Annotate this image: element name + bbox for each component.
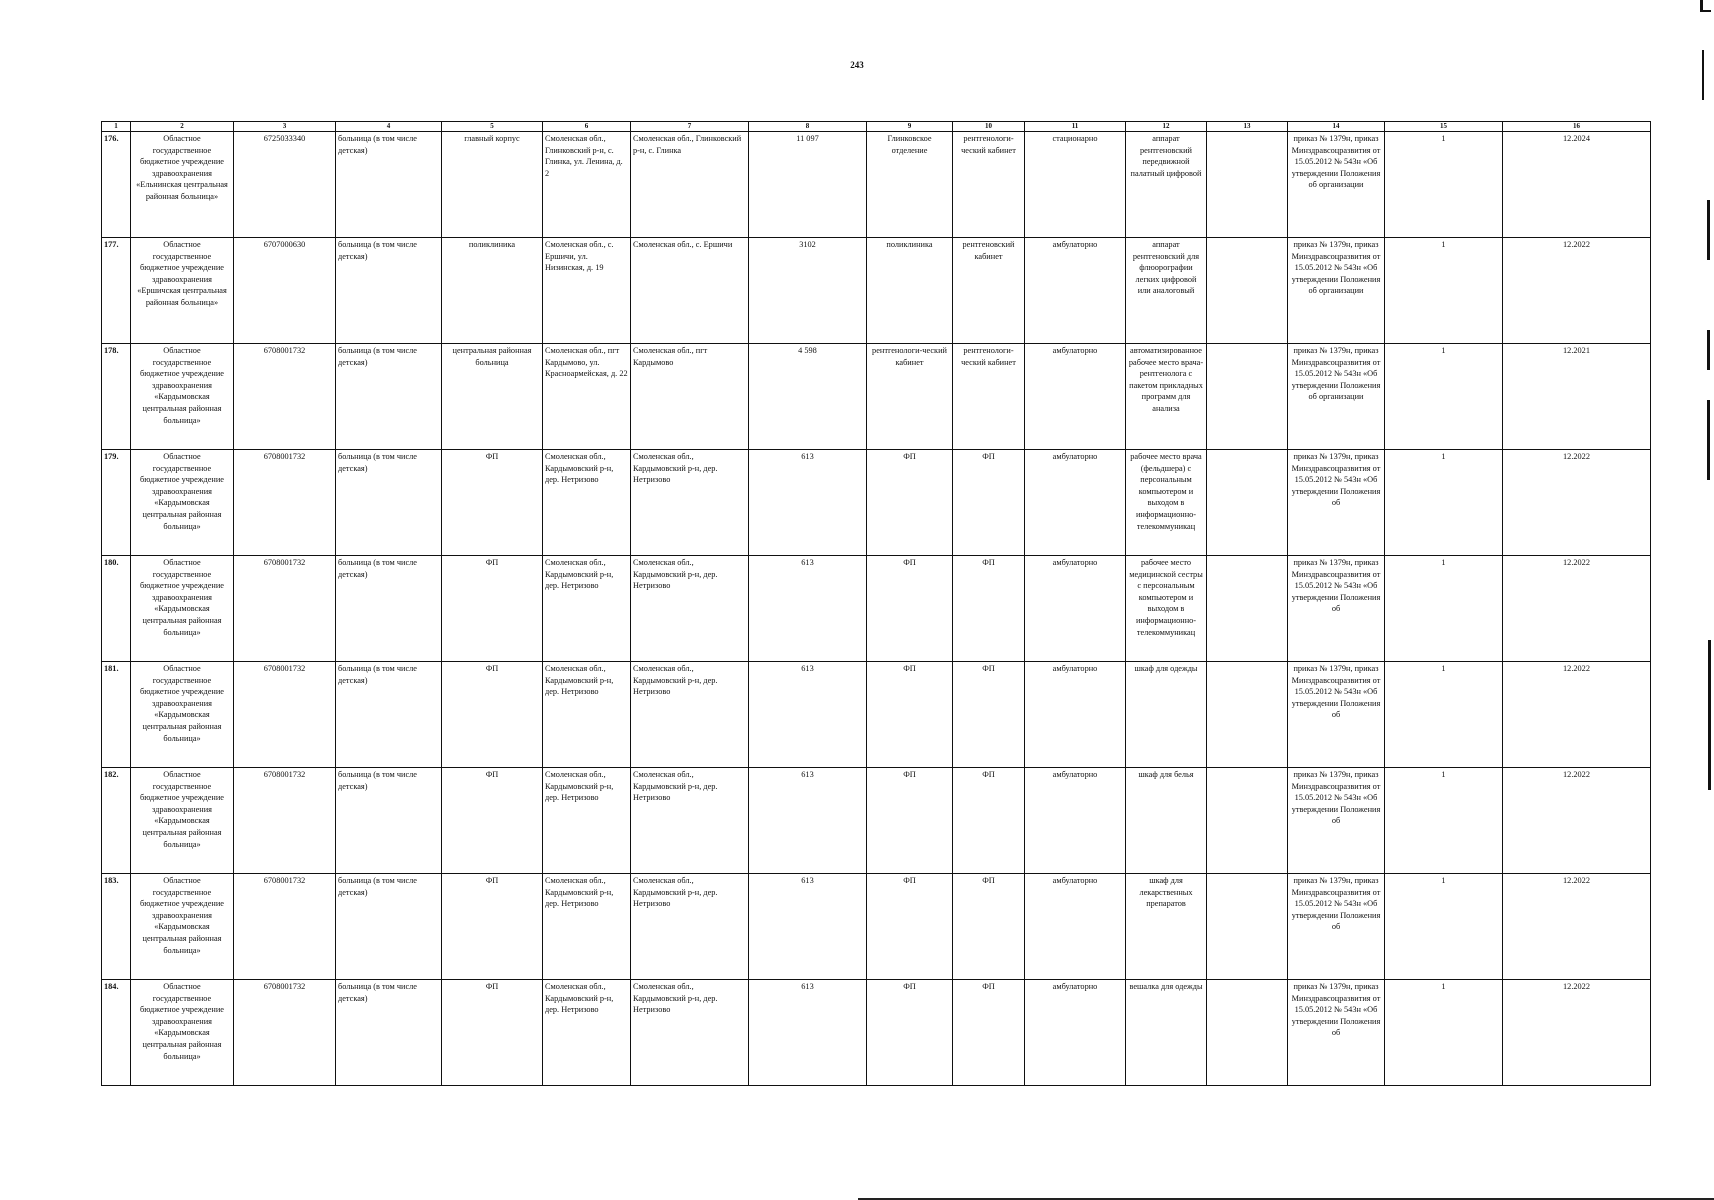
table-row [102, 132, 1651, 238]
facility-type-cell: больница (в том числе детская) [336, 980, 442, 1086]
column-header: 8 [749, 122, 867, 132]
scan-edge-mark [1707, 400, 1710, 480]
room-cell: ФП [953, 874, 1025, 980]
date-cell: 12.2022 [1503, 768, 1651, 874]
population-cell: 613 [749, 980, 867, 1086]
inn-cell: 6708001732 [234, 980, 336, 1086]
settlement-cell: Смоленская обл., пгт Кардымово [631, 344, 749, 450]
row-number: 177. [102, 238, 131, 344]
equipment-cell: рабочее место врача (фельдшера) с персональным компьютером и выходом в информационно-телекоммуникац [1126, 450, 1207, 556]
empty-cell [1207, 768, 1288, 874]
empty-cell [1207, 238, 1288, 344]
column-header: 13 [1207, 122, 1288, 132]
legal-basis-cell: приказ № 1379н, приказ Минздравсоцразвития от 15.05.2012 № 543н «Об утверждении Положения об организации [1288, 238, 1385, 344]
empty-cell [1207, 344, 1288, 450]
quantity-cell: 1 [1385, 238, 1503, 344]
quantity-cell: 1 [1385, 450, 1503, 556]
settlement-cell: Смоленская обл., Кардымовский р-н, дер. Нетризово [631, 556, 749, 662]
settlement-cell: Смоленская обл., Глинковский р-н, с. Глинка [631, 132, 749, 238]
organization-cell: Областное государственное бюджетное учреждение здравоохранения «Кардымовская центральная районная больница» [131, 450, 234, 556]
legal-basis-cell: приказ № 1379н, приказ Минздравсоцразвития от 15.05.2012 № 543н «Об утверждении Положения об [1288, 450, 1385, 556]
care-mode-cell: амбулаторно [1025, 556, 1126, 662]
empty-cell [1207, 980, 1288, 1086]
population-cell: 613 [749, 768, 867, 874]
column-header: 11 [1025, 122, 1126, 132]
table-body [102, 132, 1651, 1086]
organization-cell: Областное государственное бюджетное учреждение здравоохранения «Ельнинская центральная районная больница» [131, 132, 234, 238]
address-cell: Смоленская обл., Кардымовский р-н, дер. Нетризово [543, 980, 631, 1086]
table-row [102, 662, 1651, 768]
organization-cell: Областное государственное бюджетное учреждение здравоохранения «Кардымовская центральная районная больница» [131, 874, 234, 980]
table-row [102, 874, 1651, 980]
row-number: 179. [102, 450, 131, 556]
equipment-cell: шкаф для белья [1126, 768, 1207, 874]
quantity-cell: 1 [1385, 132, 1503, 238]
equipment-cell: шкаф для лекарственных препаратов [1126, 874, 1207, 980]
equipment-cell: автоматизированное рабочее место врача-рентгенолога с пакетом прикладных программ для анализа [1126, 344, 1207, 450]
column-header: 16 [1503, 122, 1651, 132]
facility-type-cell: больница (в том числе детская) [336, 874, 442, 980]
settlement-cell: Смоленская обл., с. Ершичи [631, 238, 749, 344]
room-cell: рентгеновский кабинет [953, 238, 1025, 344]
subdivision-cell: ФП [442, 450, 543, 556]
room-cell: рентгенологи-ческий кабинет [953, 344, 1025, 450]
care-mode-cell: амбулаторно [1025, 450, 1126, 556]
inn-cell: 6707000630 [234, 238, 336, 344]
room-cell: ФП [953, 662, 1025, 768]
department-cell: ФП [867, 768, 953, 874]
facility-type-cell: больница (в том числе детская) [336, 132, 442, 238]
subdivision-cell: ФП [442, 662, 543, 768]
facility-type-cell: больница (в том числе детская) [336, 768, 442, 874]
equipment-table [101, 121, 1651, 1086]
facility-type-cell: больница (в том числе детская) [336, 450, 442, 556]
column-number-row [102, 122, 1651, 132]
table-row [102, 450, 1651, 556]
date-cell: 12.2021 [1503, 344, 1651, 450]
care-mode-cell: амбулаторно [1025, 344, 1126, 450]
settlement-cell: Смоленская обл., Кардымовский р-н, дер. Нетризово [631, 874, 749, 980]
column-header: 10 [953, 122, 1025, 132]
equipment-cell: шкаф для одежды [1126, 662, 1207, 768]
inn-cell: 6708001732 [234, 874, 336, 980]
column-header: 6 [543, 122, 631, 132]
equipment-cell: рабочее место медицинской сестры с персональным компьютером и выходом в информационно-телекоммуникац [1126, 556, 1207, 662]
equipment-cell: аппарат рентгеновский для флюорографии легких цифровой или аналоговый [1126, 238, 1207, 344]
care-mode-cell: амбулаторно [1025, 980, 1126, 1086]
organization-cell: Областное государственное бюджетное учреждение здравоохранения «Кардымовская центральная районная больница» [131, 662, 234, 768]
column-header: 3 [234, 122, 336, 132]
department-cell: ФП [867, 980, 953, 1086]
address-cell: Смоленская обл., Кардымовский р-н, дер. Нетризово [543, 556, 631, 662]
row-number: 178. [102, 344, 131, 450]
row-number: 184. [102, 980, 131, 1086]
care-mode-cell: амбулаторно [1025, 768, 1126, 874]
address-cell: Смоленская обл., пгт Кардымово, ул. Красноармейская, д. 22 [543, 344, 631, 450]
inn-cell: 6708001732 [234, 450, 336, 556]
room-cell: рентгенологи-ческий кабинет [953, 132, 1025, 238]
subdivision-cell: центральная районная больница [442, 344, 543, 450]
settlement-cell: Смоленская обл., Кардымовский р-н, дер. Нетризово [631, 662, 749, 768]
date-cell: 12.2024 [1503, 132, 1651, 238]
column-header: 9 [867, 122, 953, 132]
population-cell: 613 [749, 662, 867, 768]
page-number: 243 [850, 60, 864, 70]
column-header: 5 [442, 122, 543, 132]
column-header: 15 [1385, 122, 1503, 132]
column-header: 2 [131, 122, 234, 132]
care-mode-cell: амбулаторно [1025, 238, 1126, 344]
empty-cell [1207, 556, 1288, 662]
organization-cell: Областное государственное бюджетное учреждение здравоохранения «Кардымовская центральная районная больница» [131, 344, 234, 450]
column-header: 7 [631, 122, 749, 132]
scan-edge-mark [1702, 50, 1704, 100]
legal-basis-cell: приказ № 1379н, приказ Минздравсоцразвития от 15.05.2012 № 543н «Об утверждении Положения об [1288, 768, 1385, 874]
subdivision-cell: ФП [442, 874, 543, 980]
population-cell: 613 [749, 874, 867, 980]
legal-basis-cell: приказ № 1379н, приказ Минздравсоцразвития от 15.05.2012 № 543н «Об утверждении Положения об [1288, 874, 1385, 980]
scan-edge-mark [1703, 10, 1711, 12]
quantity-cell: 1 [1385, 556, 1503, 662]
equipment-cell: аппарат рентгеновский передвижной палатный цифровой [1126, 132, 1207, 238]
row-number: 176. [102, 132, 131, 238]
inn-cell: 6708001732 [234, 344, 336, 450]
table-row [102, 344, 1651, 450]
subdivision-cell: ФП [442, 768, 543, 874]
quantity-cell: 1 [1385, 768, 1503, 874]
table-row [102, 556, 1651, 662]
facility-type-cell: больница (в том числе детская) [336, 344, 442, 450]
legal-basis-cell: приказ № 1379н, приказ Минздравсоцразвития от 15.05.2012 № 543н «Об утверждении Положения об [1288, 556, 1385, 662]
empty-cell [1207, 874, 1288, 980]
inn-cell: 6708001732 [234, 768, 336, 874]
organization-cell: Областное государственное бюджетное учреждение здравоохранения «Кардымовская центральная районная больница» [131, 980, 234, 1086]
quantity-cell: 1 [1385, 874, 1503, 980]
population-cell: 613 [749, 450, 867, 556]
room-cell: ФП [953, 768, 1025, 874]
column-header: 12 [1126, 122, 1207, 132]
department-cell: ФП [867, 556, 953, 662]
quantity-cell: 1 [1385, 662, 1503, 768]
legal-basis-cell: приказ № 1379н, приказ Минздравсоцразвития от 15.05.2012 № 543н «Об утверждении Положения об [1288, 980, 1385, 1086]
address-cell: Смоленская обл., Кардымовский р-н, дер. Нетризово [543, 662, 631, 768]
subdivision-cell: главный корпус [442, 132, 543, 238]
address-cell: Смоленская обл., Глинковский р-н, с. Глинка, ул. Ленина, д. 2 [543, 132, 631, 238]
date-cell: 12.2022 [1503, 238, 1651, 344]
organization-cell: Областное государственное бюджетное учреждение здравоохранения «Ершичская центральная районная больница» [131, 238, 234, 344]
organization-cell: Областное государственное бюджетное учреждение здравоохранения «Кардымовская центральная районная больница» [131, 768, 234, 874]
address-cell: Смоленская обл., Кардымовский р-н, дер. Нетризово [543, 450, 631, 556]
scan-edge-mark [1707, 200, 1710, 260]
settlement-cell: Смоленская обл., Кардымовский р-н, дер. Нетризово [631, 980, 749, 1086]
legal-basis-cell: приказ № 1379н, приказ Минздравсоцразвития от 15.05.2012 № 543н «Об утверждении Положения об [1288, 662, 1385, 768]
address-cell: Смоленская обл., Кардымовский р-н, дер. Нетризово [543, 768, 631, 874]
address-cell: Смоленская обл., Кардымовский р-н, дер. Нетризово [543, 874, 631, 980]
department-cell: поликлиника [867, 238, 953, 344]
inn-cell: 6708001732 [234, 556, 336, 662]
address-cell: Смоленская обл., с. Ершичи, ул. Низинская, д. 19 [543, 238, 631, 344]
room-cell: ФП [953, 980, 1025, 1086]
population-cell: 613 [749, 556, 867, 662]
date-cell: 12.2022 [1503, 980, 1651, 1086]
table-row [102, 768, 1651, 874]
settlement-cell: Смоленская обл., Кардымовский р-н, дер. Нетризово [631, 450, 749, 556]
quantity-cell: 1 [1385, 344, 1503, 450]
date-cell: 12.2022 [1503, 556, 1651, 662]
care-mode-cell: амбулаторно [1025, 874, 1126, 980]
department-cell: ФП [867, 662, 953, 768]
table-row [102, 238, 1651, 344]
inn-cell: 6725033340 [234, 132, 336, 238]
column-header: 4 [336, 122, 442, 132]
room-cell: ФП [953, 556, 1025, 662]
room-cell: ФП [953, 450, 1025, 556]
facility-type-cell: больница (в том числе детская) [336, 238, 442, 344]
table-row [102, 980, 1651, 1086]
equipment-cell: вешалка для одежды [1126, 980, 1207, 1086]
department-cell: рентгенологи-ческий кабинет [867, 344, 953, 450]
population-cell: 3102 [749, 238, 867, 344]
column-header: 14 [1288, 122, 1385, 132]
inn-cell: 6708001732 [234, 662, 336, 768]
empty-cell [1207, 662, 1288, 768]
date-cell: 12.2022 [1503, 450, 1651, 556]
population-cell: 4 598 [749, 344, 867, 450]
column-header: 1 [102, 122, 131, 132]
empty-cell [1207, 450, 1288, 556]
organization-cell: Областное государственное бюджетное учреждение здравоохранения «Кардымовская центральная районная больница» [131, 556, 234, 662]
row-number: 180. [102, 556, 131, 662]
row-number: 181. [102, 662, 131, 768]
date-cell: 12.2022 [1503, 662, 1651, 768]
department-cell: Глинковское отделение [867, 132, 953, 238]
subdivision-cell: поликлиника [442, 238, 543, 344]
scan-edge-mark [1707, 330, 1710, 370]
care-mode-cell: стационарно [1025, 132, 1126, 238]
population-cell: 11 097 [749, 132, 867, 238]
scan-edge-mark [1708, 640, 1711, 790]
empty-cell [1207, 132, 1288, 238]
department-cell: ФП [867, 874, 953, 980]
subdivision-cell: ФП [442, 980, 543, 1086]
quantity-cell: 1 [1385, 980, 1503, 1086]
subdivision-cell: ФП [442, 556, 543, 662]
facility-type-cell: больница (в том числе детская) [336, 556, 442, 662]
settlement-cell: Смоленская обл., Кардымовский р-н, дер. Нетризово [631, 768, 749, 874]
row-number: 183. [102, 874, 131, 980]
legal-basis-cell: приказ № 1379н, приказ Минздравсоцразвития от 15.05.2012 № 543н «Об утверждении Положения об организации [1288, 132, 1385, 238]
department-cell: ФП [867, 450, 953, 556]
row-number: 182. [102, 768, 131, 874]
facility-type-cell: больница (в том числе детская) [336, 662, 442, 768]
care-mode-cell: амбулаторно [1025, 662, 1126, 768]
legal-basis-cell: приказ № 1379н, приказ Минздравсоцразвития от 15.05.2012 № 543н «Об утверждении Положения об организации [1288, 344, 1385, 450]
date-cell: 12.2022 [1503, 874, 1651, 980]
